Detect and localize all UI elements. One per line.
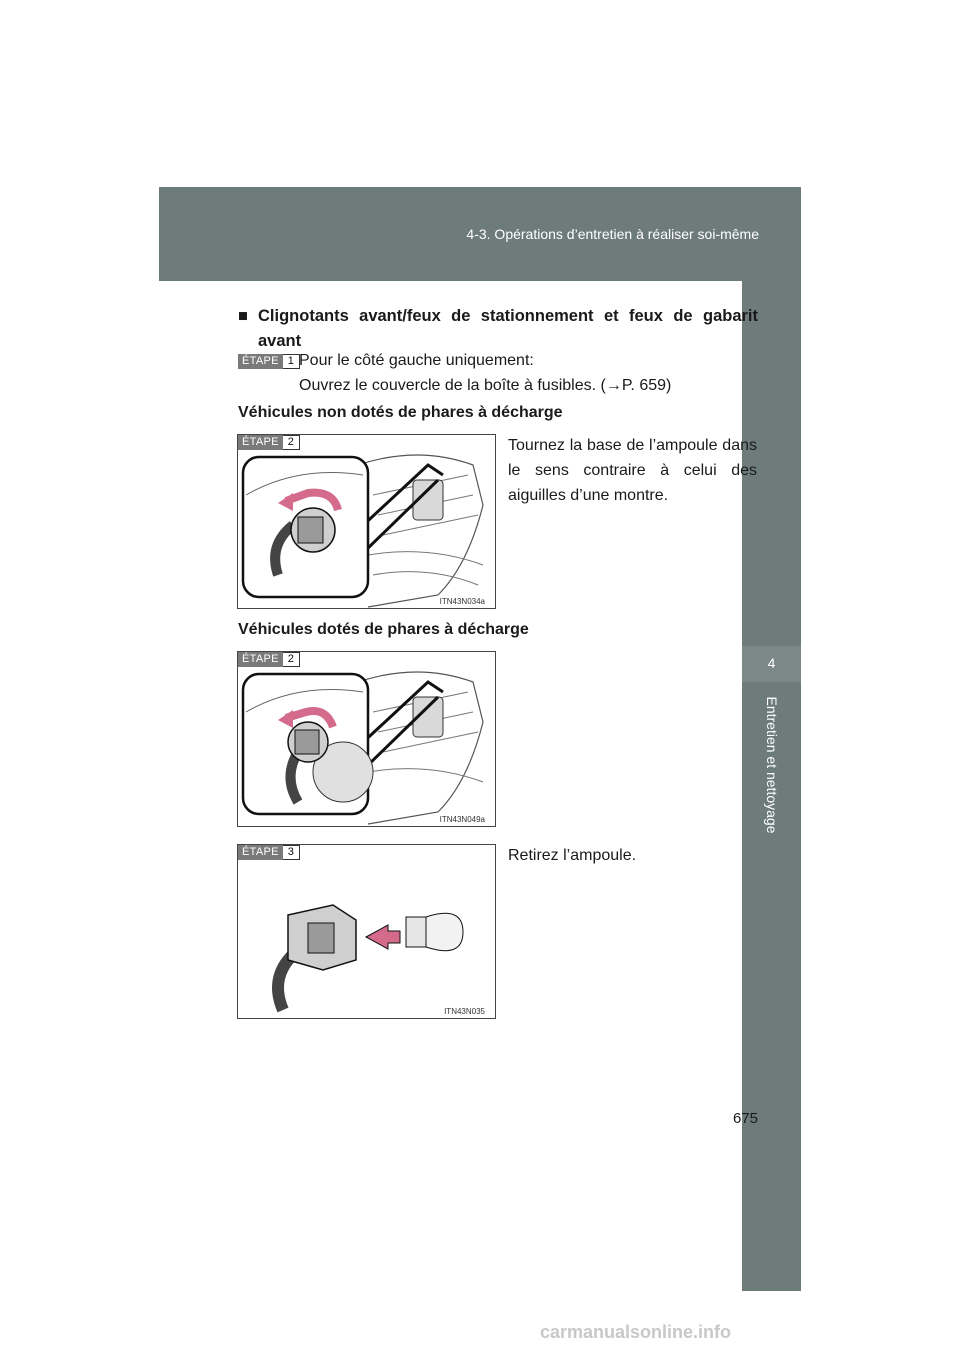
figure-3-step-badge [238,845,300,860]
step-3-instruction: Retirez l’ampoule. [508,847,637,864]
step-1-badge [238,354,300,369]
chapter-number: 4 [767,655,776,671]
heading-text: Clignotants avant/feux de stationnement et feux de gabarit avant [258,307,758,350]
footer-watermark: carmanualsonline.info [540,1322,732,1342]
chapter-label: Entretien et nettoyage [764,696,780,834]
heading-square-icon: ■ [238,307,248,325]
figure-code: ITN43N034a [439,597,485,606]
step-1-line-1: Pour le côté gauche uniquement: [299,352,534,369]
headlight-rear-illustration [238,435,495,608]
bulb-removal-illustration [238,845,495,1018]
section-heading [238,304,758,354]
step-word: ÉTAPE [238,354,283,369]
step-number: 2 [283,435,300,450]
step-number: 2 [283,652,300,667]
figure-step-2-discharge [237,651,496,827]
chapter-section-title: 4-3. Opérations d’entretien à réaliser soi-même [466,226,759,242]
figure-2-step-badge [238,652,300,667]
figure-step-3 [237,844,496,1019]
step-word: ÉTAPE [238,845,283,860]
page-number: 675 [732,1110,758,1127]
step-number: 1 [283,354,300,369]
figure-code: ITN43N035 [444,1007,485,1016]
subheading-discharge: Véhicules dotés de phares à décharge [238,621,529,638]
subheading-non-discharge: Véhicules non dotés de phares à décharge [238,404,563,421]
figure-1-step-badge [238,435,300,450]
step-number: 3 [283,845,300,860]
figure-code: ITN43N049a [439,815,485,824]
step-2-instruction: Tournez la base de l’ampoule dans le sens contraire à celui des aiguilles d’une montre. [508,437,757,504]
step-1-line-2: Ouvrez le couvercle de la boîte à fusibles. (→P. 659) [299,377,672,394]
figure-step-2-non-discharge [237,434,496,609]
step-word: ÉTAPE [238,435,283,450]
step-word: ÉTAPE [238,652,283,667]
headlight-rear-illustration [238,652,495,826]
